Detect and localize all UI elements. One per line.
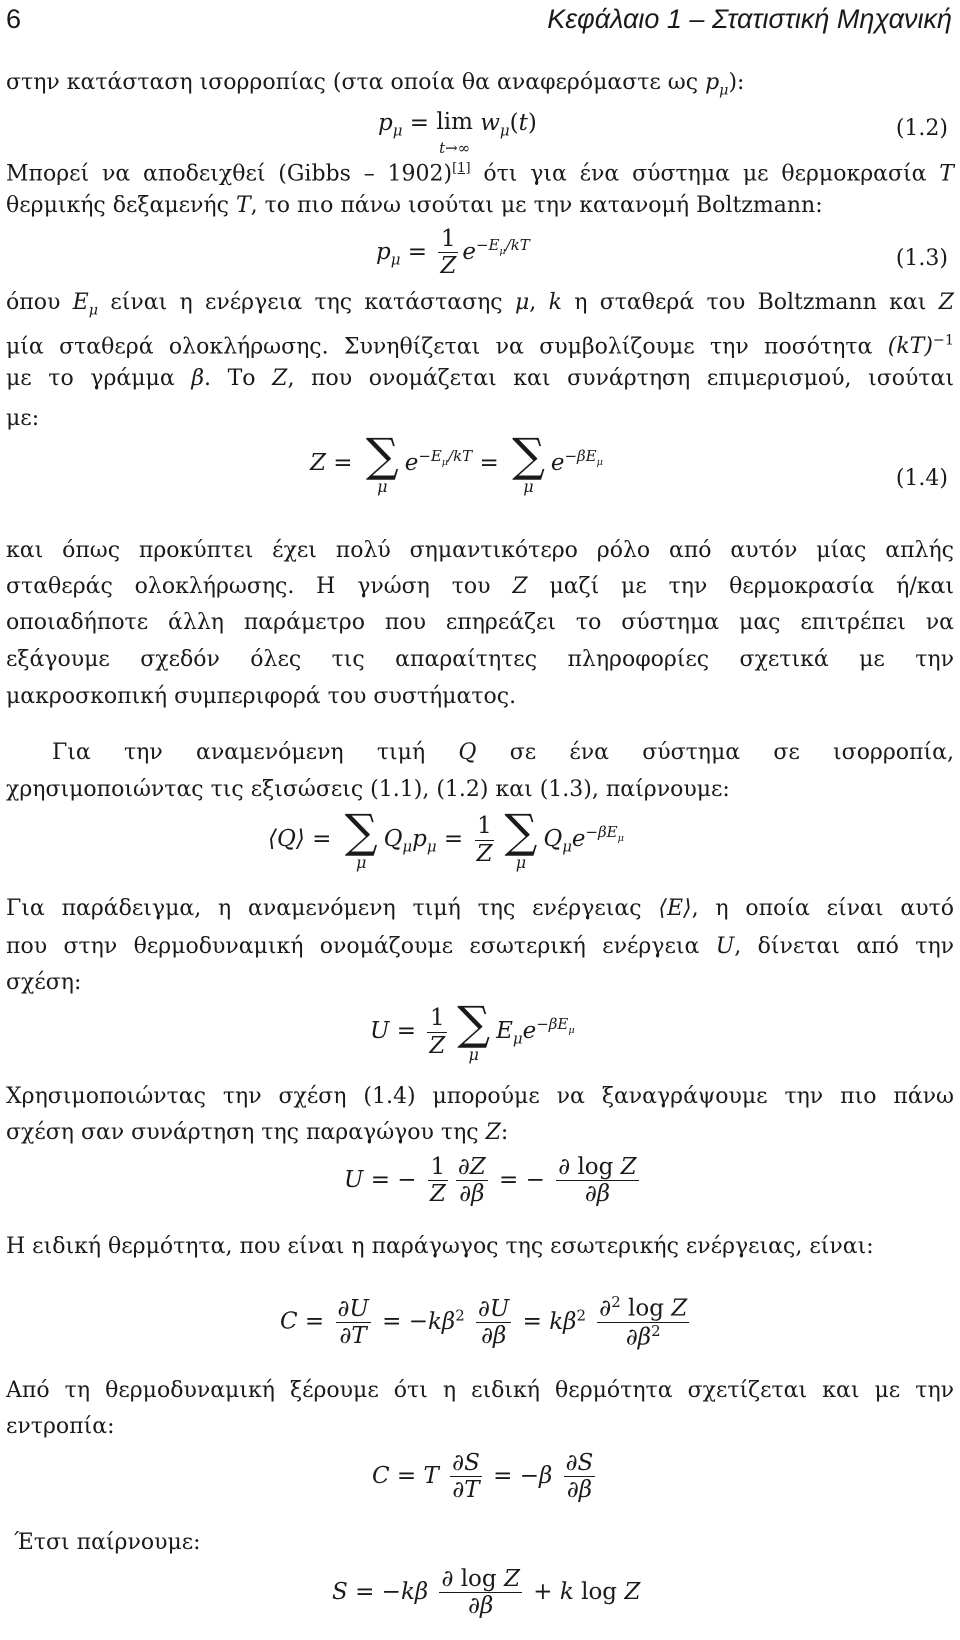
text-line: σχέση σαν συνάρτηση της παραγώγου της Z: xyxy=(6,1120,509,1145)
page-number: 6 xyxy=(6,4,22,34)
text-line: Για την αναμενόμενη τιμή Q σε ένα σύστημα σε ισορροπία, xyxy=(52,740,954,765)
text-line: Έτσι παίρνουμε: xyxy=(14,1530,201,1555)
equation-1-4: Z = ∑ μ $e^{-E_\mu/kT}$ = ∑ μ $e^{-\beta E_\mu}$ xyxy=(310,428,603,496)
text-line: Μπορεί να αποδειχθεί (Gibbs – 1902)[1] ότι για ένα σύστημα με θερμοκρασία T xyxy=(6,161,954,187)
text-line: σχέση: xyxy=(6,970,82,995)
citation-link[interactable]: [1] xyxy=(452,161,471,176)
equation-number: (1.2) xyxy=(895,116,948,141)
equation-number: (1.3) xyxy=(895,246,948,271)
text-line: μία σταθερά ολοκλήρωσης. Συνηθίζεται να συμβολίζουμε την ποσότητα (kT)$^{-1}$ xyxy=(6,333,954,360)
text-line: Από τη θερμοδυναμική ξέρουμε ότι η ειδική θερμότητα σχετίζεται και με την xyxy=(6,1378,954,1403)
text-line: σταθεράς ολοκλήρωσης. Η γνώση του Z μαζί με την θερμοκρασία ή/και xyxy=(6,574,954,599)
equation-entropy: S = −kβ $\frac{\text{∂ log Z}}{\partial\beta}$ + k log Z xyxy=(332,1566,641,1620)
text-line: εντροπία: xyxy=(6,1414,115,1439)
text-line: που στην θερμοδυναμική ονομάζουμε εσωτερική ενέργεια U, δίνεται από την xyxy=(6,934,954,959)
equation-expectation: ⟨Q⟩ = ∑ μ $Q_\mu p_\mu$ = $\frac{1}{Z}$ ∑ μ $Q_\mu e^{-\beta E_\mu}$ xyxy=(268,804,624,872)
text-line: οποιαδήποτε άλλη παράμετρο που επηρεάζει το σύστημα μας επιτρέπει να xyxy=(6,610,954,635)
equation-1-3: $p_\mu$ = $\frac{1}{Z}$ $e^{-E_\mu/kT}$ xyxy=(376,226,530,280)
text-line: θερμικής δεξαμενής T, το πιο πάνω ισούται με την κατανομή Boltzmann: xyxy=(6,193,823,218)
equation-u-derivative: U = − $\frac{1}{Z}$ $\frac{\partial Z}{\partial\beta}$ = − $\frac{\text{∂ log Z}}{\partial\beta}$ xyxy=(344,1154,637,1208)
text-line: εξάγουμε σχεδόν όλες τις απαραίτητες πληροφορίες σχετικά με την xyxy=(6,647,954,672)
text-line: με: xyxy=(6,406,40,431)
equation-1-2: $p_\mu = \lim$ t→∞ $w_\mu(t)$ xyxy=(378,109,537,158)
equation-specific-heat: C = $\frac{\partial U}{\partial T}$ = $-k\beta^2$ $\frac{\partial U}{\partial\beta}$ = $k\beta^2$ $\frac{\partial^2 \log Z}{\partial\beta^2}$ xyxy=(280,1293,688,1351)
text-line: Χρησιμοποιώντας την σχέση (1.4) μπορούμε να ξαναγράψουμε την πιο πάνω xyxy=(6,1084,954,1109)
text-line: Για παράδειγμα, η αναμενόμενη τιμή της ενέργειας ⟨E⟩, η οποία είναι αυτό xyxy=(6,896,955,921)
equation-number: (1.4) xyxy=(895,466,948,491)
text-line: μακροσκοπική συμπεριφορά του συστήματος. xyxy=(6,684,517,709)
text-line: με το γράμμα β. Το Z, που ονομάζεται και συνάρτηση επιμερισμού, ισούται xyxy=(6,366,955,391)
text-line: όπου $E_\mu$ είναι η ενέργεια της κατάστασης μ, k η σταθερά του Boltzmann και Z xyxy=(6,290,954,319)
text-line: και όπως προκύπτει έχει πολύ σημαντικότερο ρόλο από αυτόν μίας απλής xyxy=(6,538,954,563)
text-line: χρησιμοποιώντας τις εξισώσεις (1.1), (1.2) και (1.3), παίρνουμε: xyxy=(6,777,730,802)
text-line: στην κατάσταση ισορροπίας (στα οποία θα αναφερόμαστε ως $p_\mu$): xyxy=(6,70,745,99)
equation-internal-energy: U = $\frac{1}{Z}$ ∑ μ $E_\mu e^{-\beta E_\mu}$ xyxy=(370,996,575,1064)
equation-entropy-relation: C = T $\frac{\partial S}{\partial T}$ = −β $\frac{\partial S}{\partial\beta}$ xyxy=(372,1450,594,1504)
chapter-title: Κεφάλαιο 1 – Στατιστική Μηχανική xyxy=(547,4,952,34)
text-line: Η ειδική θερμότητα, που είναι η παράγωγος της εσωτερικής ενέργειας, είναι: xyxy=(6,1234,874,1259)
